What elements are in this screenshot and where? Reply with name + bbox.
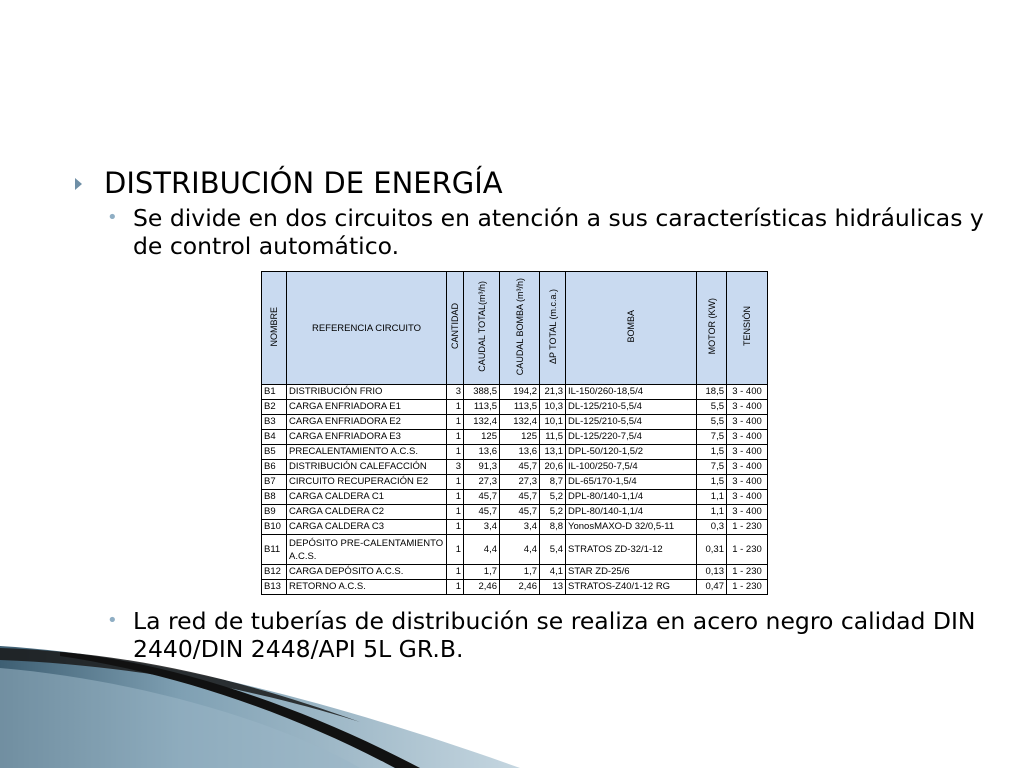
cell-tension: 3 - 400: [727, 490, 768, 505]
cell-referencia: CIRCUITO RECUPERACIÓN E2: [287, 475, 447, 490]
cell-motor: 0,47: [697, 580, 727, 595]
cell-motor: 7,5: [697, 460, 727, 475]
cell-cantidad: 3: [447, 460, 464, 475]
cell-caudal-total: 125: [464, 430, 500, 445]
cell-cantidad: 1: [447, 415, 464, 430]
table-row: [262, 385, 768, 400]
cell-nombre: B9: [262, 505, 287, 520]
pump-table-container: [261, 271, 767, 595]
table-row: [262, 490, 768, 505]
cell-nombre: B12: [262, 565, 287, 580]
cell-cantidad: 1: [447, 565, 464, 580]
header-caudal-total: CAUDAL TOTAL(m³/h): [464, 272, 500, 385]
cell-caudal-total: 4,4: [464, 535, 500, 565]
cell-cantidad: 1: [447, 475, 464, 490]
cell-referencia: CARGA CALDERA C3: [287, 520, 447, 535]
cell-bomba: YonosMAXO-D 32/0,5-11: [566, 520, 697, 535]
cell-tension: 3 - 400: [727, 445, 768, 460]
cell-bomba: DPL-80/140-1,1/4: [566, 505, 697, 520]
cell-caudal-bomba: 2,46: [500, 580, 540, 595]
cell-referencia: CARGA CALDERA C1: [287, 490, 447, 505]
table-row: [262, 520, 768, 535]
cell-nombre: B4: [262, 430, 287, 445]
cell-referencia: CARGA ENFRIADORA E3: [287, 430, 447, 445]
cell-caudal-bomba: 125: [500, 430, 540, 445]
table-row: [262, 565, 768, 580]
cell-cantidad: 1: [447, 520, 464, 535]
bullet-dot-icon: •: [107, 610, 118, 631]
header-cantidad: CANTIDAD: [447, 272, 464, 385]
cell-tension: 3 - 400: [727, 400, 768, 415]
cell-caudal-bomba: 1,7: [500, 565, 540, 580]
cell-caudal-total: 13,6: [464, 445, 500, 460]
cell-bomba: DL-125/210-5,5/4: [566, 415, 697, 430]
cell-motor: 0,31: [697, 535, 727, 565]
header-referencia: REFERENCIA CIRCUITO: [287, 272, 447, 385]
cell-dp-total: 10,3: [540, 400, 566, 415]
table-row: [262, 460, 768, 475]
cell-motor: 0,13: [697, 565, 727, 580]
cell-referencia: CARGA DEPÓSITO A.C.S.: [287, 565, 447, 580]
cell-referencia: DISTRIBUCIÓN CALEFACCIÓN: [287, 460, 447, 475]
cell-dp-total: 10,1: [540, 415, 566, 430]
bullet-circuits: [107, 204, 997, 260]
cell-nombre: B2: [262, 400, 287, 415]
slide-heading: DISTRIBUCIÓN DE ENERGÍA: [104, 166, 503, 200]
cell-motor: 0,3: [697, 520, 727, 535]
cell-dp-total: 13: [540, 580, 566, 595]
cell-referencia: DEPÓSITO PRE-CALENTAMIENTO A.C.S.: [287, 535, 447, 565]
cell-dp-total: 13,1: [540, 445, 566, 460]
cell-bomba: STRATOS ZD-32/1-12: [566, 535, 697, 565]
cell-motor: 18,5: [697, 385, 727, 400]
bullet-dot-icon: •: [107, 207, 118, 228]
cell-tension: 3 - 400: [727, 460, 768, 475]
cell-motor: 1,1: [697, 505, 727, 520]
cell-caudal-bomba: 45,7: [500, 505, 540, 520]
cell-tension: 3 - 400: [727, 505, 768, 520]
cell-motor: 1,5: [697, 475, 727, 490]
cell-motor: 1,5: [697, 445, 727, 460]
cell-referencia: CARGA ENFRIADORA E2: [287, 415, 447, 430]
cell-caudal-bomba: 132,4: [500, 415, 540, 430]
cell-cantidad: 1: [447, 580, 464, 595]
cell-dp-total: 8,8: [540, 520, 566, 535]
table-row: [262, 430, 768, 445]
header-motor: MOTOR (KW): [697, 272, 727, 385]
cell-bomba: STAR ZD-25/6: [566, 565, 697, 580]
cell-cantidad: 1: [447, 490, 464, 505]
cell-cantidad: 3: [447, 385, 464, 400]
cell-caudal-total: 45,7: [464, 505, 500, 520]
cell-referencia: DISTRIBUCIÓN FRIO: [287, 385, 447, 400]
cell-nombre: B8: [262, 490, 287, 505]
cell-bomba: DPL-50/120-1,5/2: [566, 445, 697, 460]
cell-dp-total: 11,5: [540, 430, 566, 445]
cell-tension: 3 - 400: [727, 475, 768, 490]
cell-caudal-bomba: 13,6: [500, 445, 540, 460]
cell-caudal-bomba: 45,7: [500, 490, 540, 505]
cell-tension: 3 - 400: [727, 415, 768, 430]
cell-motor: 7,5: [697, 430, 727, 445]
cell-caudal-bomba: 113,5: [500, 400, 540, 415]
cell-caudal-total: 388,5: [464, 385, 500, 400]
cell-caudal-bomba: 194,2: [500, 385, 540, 400]
table-row: [262, 505, 768, 520]
cell-caudal-total: 132,4: [464, 415, 500, 430]
cell-nombre: B1: [262, 385, 287, 400]
cell-caudal-total: 91,3: [464, 460, 500, 475]
header-caudal-bomba: CAUDAL BOMBA (m³/h): [500, 272, 540, 385]
cell-motor: 5,5: [697, 415, 727, 430]
cell-caudal-total: 27,3: [464, 475, 500, 490]
cell-caudal-bomba: 3,4: [500, 520, 540, 535]
cell-dp-total: 5,4: [540, 535, 566, 565]
header-dp-total: ΔP TOTAL (m.c.a.): [540, 272, 566, 385]
bullet-text: Se divide en dos circuitos en atención a sus características hidráulicas y de control automático.: [133, 204, 984, 260]
cell-bomba: DL-65/170-1,5/4: [566, 475, 697, 490]
cell-bomba: DL-125/210-5,5/4: [566, 400, 697, 415]
header-tension: TENSIÓN: [727, 272, 768, 385]
header-nombre: NOMBRE: [262, 272, 287, 385]
cell-tension: 1 - 230: [727, 520, 768, 535]
cell-bomba: IL-100/250-7,5/4: [566, 460, 697, 475]
cell-nombre: B6: [262, 460, 287, 475]
heading-row: [75, 166, 503, 200]
cell-caudal-total: 1,7: [464, 565, 500, 580]
pump-table: [261, 271, 768, 595]
cell-caudal-bomba: 27,3: [500, 475, 540, 490]
cell-nombre: B7: [262, 475, 287, 490]
cell-nombre: B10: [262, 520, 287, 535]
table-row: [262, 535, 768, 565]
table-row: [262, 415, 768, 430]
cell-nombre: B3: [262, 415, 287, 430]
cell-dp-total: 21,3: [540, 385, 566, 400]
bullet-pipes: [107, 607, 997, 663]
cell-tension: 3 - 400: [727, 385, 768, 400]
table-row: [262, 475, 768, 490]
table-row: [262, 580, 768, 595]
cell-dp-total: 5,2: [540, 490, 566, 505]
cell-tension: 1 - 230: [727, 580, 768, 595]
cell-nombre: B11: [262, 535, 287, 565]
cell-cantidad: 1: [447, 535, 464, 565]
cell-referencia: CARGA ENFRIADORA E1: [287, 400, 447, 415]
cell-nombre: B5: [262, 445, 287, 460]
cell-dp-total: 20,6: [540, 460, 566, 475]
cell-cantidad: 1: [447, 445, 464, 460]
table-row: [262, 445, 768, 460]
cell-caudal-total: 3,4: [464, 520, 500, 535]
heading-arrow-icon: [75, 178, 82, 190]
cell-bomba: STRATOS-Z40/1-12 RG: [566, 580, 697, 595]
cell-dp-total: 8,7: [540, 475, 566, 490]
cell-bomba: DL-125/220-7,5/4: [566, 430, 697, 445]
cell-referencia: CARGA CALDERA C2: [287, 505, 447, 520]
cell-caudal-total: 113,5: [464, 400, 500, 415]
cell-referencia: PRECALENTAMIENTO A.C.S.: [287, 445, 447, 460]
table-row: [262, 400, 768, 415]
cell-caudal-total: 2,46: [464, 580, 500, 595]
cell-motor: 5,5: [697, 400, 727, 415]
cell-motor: 1,1: [697, 490, 727, 505]
header-bomba: BOMBA: [566, 272, 697, 385]
cell-tension: 1 - 230: [727, 535, 768, 565]
cell-dp-total: 5,2: [540, 505, 566, 520]
cell-caudal-bomba: 4,4: [500, 535, 540, 565]
bullet-text: La red de tuberías de distribución se realiza en acero negro calidad DIN 2440/DIN 2448/API 5L GR.B.: [133, 607, 976, 663]
cell-referencia: RETORNO A.C.S.: [287, 580, 447, 595]
cell-tension: 1 - 230: [727, 565, 768, 580]
cell-cantidad: 1: [447, 505, 464, 520]
table-body: [262, 385, 768, 595]
table-header-row: [262, 272, 768, 385]
cell-cantidad: 1: [447, 430, 464, 445]
cell-caudal-bomba: 45,7: [500, 460, 540, 475]
cell-cantidad: 1: [447, 400, 464, 415]
cell-nombre: B13: [262, 580, 287, 595]
cell-dp-total: 4,1: [540, 565, 566, 580]
cell-tension: 3 - 400: [727, 430, 768, 445]
cell-bomba: DPL-80/140-1,1/4: [566, 490, 697, 505]
cell-caudal-total: 45,7: [464, 490, 500, 505]
cell-bomba: IL-150/260-18,5/4: [566, 385, 697, 400]
